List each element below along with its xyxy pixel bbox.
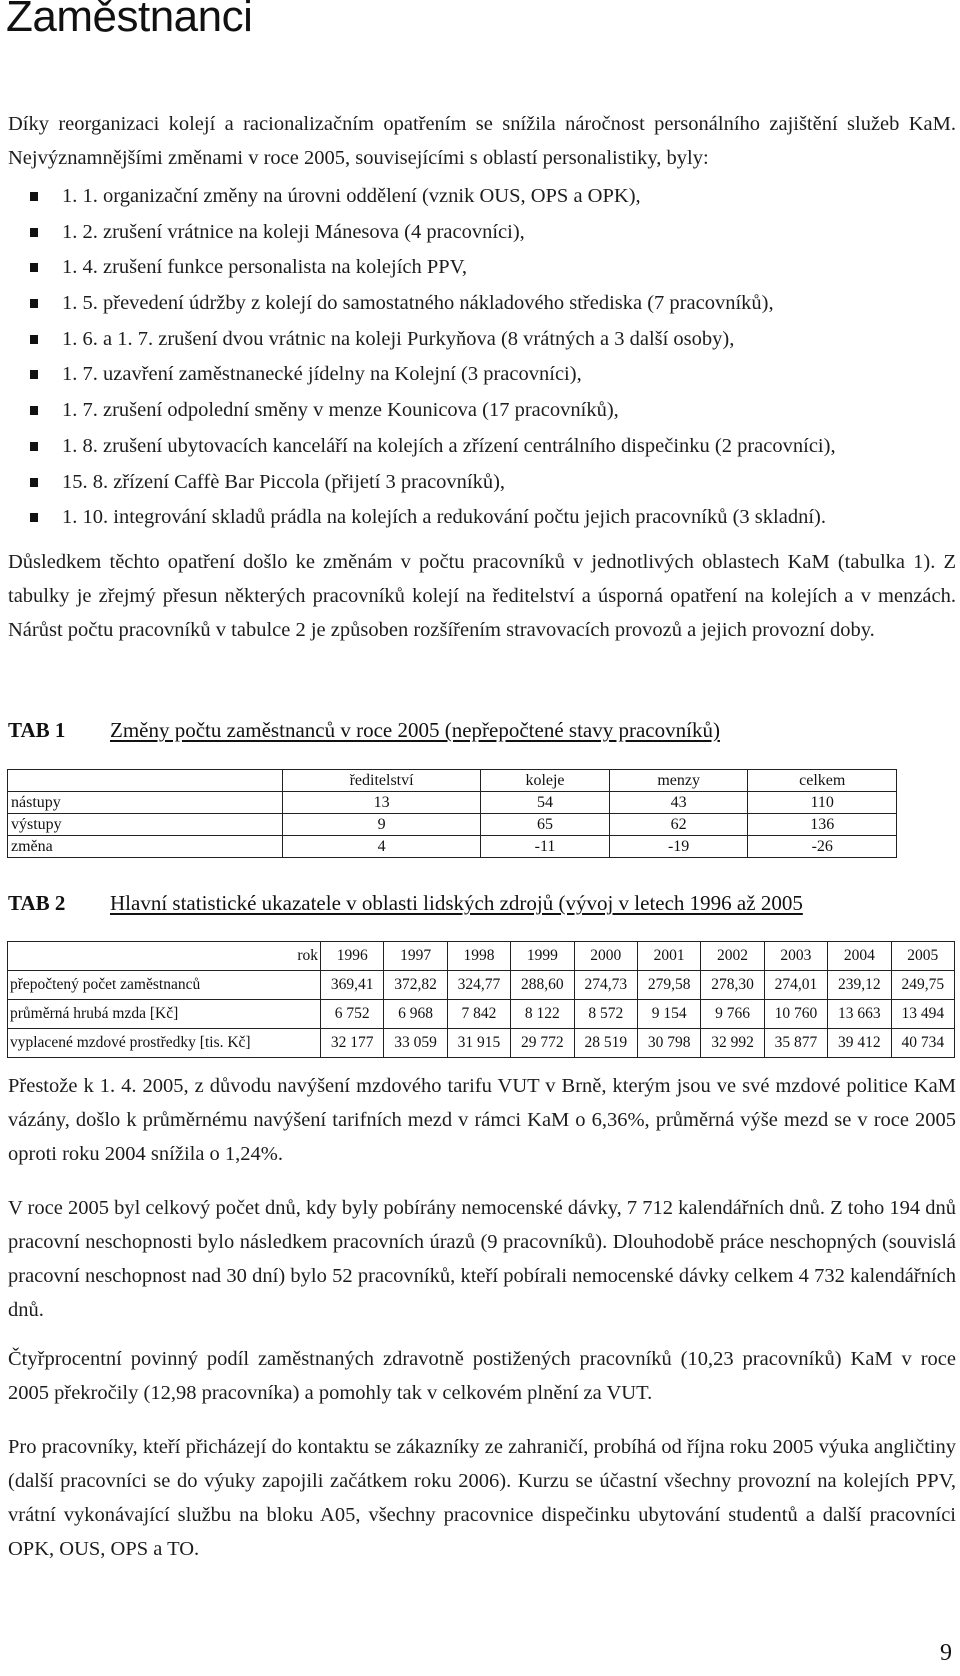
list-item: [0, 179, 836, 215]
table-cell: -26: [748, 836, 897, 858]
table-cell: 6 752: [321, 1000, 384, 1029]
list-item-text: 1. 7. zrušení odpolední směny v menze Kounicova (17 pracovníků),: [62, 399, 619, 422]
row-header: nástupy: [8, 792, 283, 814]
table-cell: 39 412: [828, 1029, 891, 1058]
disabled-employees-paragraph: Čtyřprocentní povinný podíl zaměstnaných zdravotně postižených pracovníků (10,23 pracovníků) KaM v roce 2005 překročily (12,98 pracovníka) a pomohly tak v celkovém plnění za VUT.: [8, 1348, 956, 1404]
table-row: [8, 1029, 955, 1058]
list-item: [0, 215, 836, 251]
column-header: 2001: [637, 942, 700, 971]
changes-list: [0, 179, 836, 536]
table-row: [8, 792, 897, 814]
consequences-paragraph: Důsledkem těchto opatření došlo ke změnám v počtu pracovníků v jednotlivých oblastech KaM (tabulka 1). Z tabulky je zřejmý přesun některých pracovníků kolejí na ředitelství a úsporná opatření na kolejích a v menzách. Nárůst počtu pracovníků v tabulce 2 je způsoben rozšířením stravovacích provozů a jejich provozní doby.: [8, 551, 956, 641]
square-bullet-icon: [30, 370, 38, 379]
intro-paragraph: Díky reorganizaci kolejí a racionalizačním opatřením se snížila náročnost personálního zajištění služeb KaM. Nejvýznamnějšími změnami v roce 2005, souvisejícími s oblastí personalistiky, byly:: [8, 113, 956, 169]
list-item-text: 1. 8. zrušení ubytovacích kanceláří na kolejích a zřízení centrálního dispečinku (2 pracovníci),: [62, 434, 836, 457]
table-row: [8, 814, 897, 836]
table-2: [7, 941, 955, 1058]
table-cell: -11: [481, 836, 610, 858]
table-cell: 33 059: [384, 1029, 447, 1058]
column-header: koleje: [481, 770, 610, 792]
list-item-text: 1. 4. zrušení funkce personalista na kolejích PPV,: [62, 256, 467, 279]
table-cell: 54: [481, 792, 610, 814]
list-item-text: 15. 8. zřízení Caffè Bar Piccola (přijetí 3 pracovníků),: [62, 470, 506, 493]
list-item: [0, 286, 836, 322]
table-cell: 274,73: [574, 971, 637, 1000]
table-header-row: [8, 770, 897, 792]
column-header: ředitelství: [283, 770, 481, 792]
table-cell: 239,12: [828, 971, 891, 1000]
column-header: 1999: [511, 942, 574, 971]
row-header: rok: [8, 942, 321, 971]
column-header: 2002: [701, 942, 764, 971]
table-corner-cell: [8, 770, 283, 792]
table-1-label: TAB 1: [8, 718, 66, 742]
table-cell: 110: [748, 792, 897, 814]
table-cell: 40 734: [891, 1029, 954, 1058]
square-bullet-icon: [30, 513, 38, 522]
table-cell: 372,82: [384, 971, 447, 1000]
table-cell: 29 772: [511, 1029, 574, 1058]
table-cell: 28 519: [574, 1029, 637, 1058]
list-item: [0, 250, 836, 286]
square-bullet-icon: [30, 442, 38, 451]
english-course-paragraph: Pro pracovníky, kteří přicházejí do kontaktu se zákazníky ze zahraničí, probíhá od října roku 2005 výuka angličtiny (další pracovníci se do výuky zapojili začátkem roku 2006). Kurzu se účastní všechny provozní na kolejích PPV, vrátní vykonávající službu na bloku A05, všechny pracovnice dispečinku ubytování studentů a další pracovníci OPK, OUS, OPS a TO.: [8, 1436, 956, 1560]
table-cell: 62: [609, 814, 748, 836]
table-cell: 30 798: [637, 1029, 700, 1058]
row-header: vyplacené mzdové prostředky [tis. Kč]: [8, 1029, 321, 1058]
table-cell: 65: [481, 814, 610, 836]
table-cell: 7 842: [447, 1000, 510, 1029]
page-title: Zaměstnanci: [6, 0, 253, 41]
table-1: [7, 769, 897, 858]
table-cell: 9 154: [637, 1000, 700, 1029]
list-item: [0, 500, 836, 536]
table-2-title: Hlavní statistické ukazatele v oblasti lidských zdrojů (vývoj v letech 1996 až 2005: [110, 891, 803, 915]
table-row: [8, 971, 955, 1000]
list-item: [0, 429, 836, 465]
table-cell: 32 177: [321, 1029, 384, 1058]
table-cell: 6 968: [384, 1000, 447, 1029]
table-1-title: Změny počtu zaměstnanců v roce 2005 (nepřepočtené stavy pracovníků): [110, 718, 720, 742]
list-item: [0, 357, 836, 393]
table-cell: 288,60: [511, 971, 574, 1000]
column-header: 2004: [828, 942, 891, 971]
square-bullet-icon: [30, 228, 38, 237]
sickness-paragraph: V roce 2005 byl celkový počet dnů, kdy byly pobírány nemocenské dávky, 7 712 kalendářních dnů. Z toho 194 dnů pracovní neschopnosti bylo následkem pracovních úrazů (9 pracovníků). Dlouhodobě práce neschopných (souvislá pracovní neschopnost nad 30 dní) bylo 52 pracovníků, kteří pobírali nemocenské dávky celkem 4 732 kalendářních dnů.: [8, 1197, 956, 1321]
table-cell: 8 122: [511, 1000, 574, 1029]
table-cell: 13: [283, 792, 481, 814]
list-item-text: 1. 6. a 1. 7. zrušení dvou vrátnic na koleji Purkyňova (8 vrátných a 3 další osoby),: [62, 327, 735, 350]
table-cell: 13 663: [828, 1000, 891, 1029]
column-header: 2005: [891, 942, 954, 971]
list-item: [0, 393, 836, 429]
list-item-text: 1. 5. převedení údržby z kolejí do samostatného nákladového střediska (7 pracovníků),: [62, 292, 774, 315]
table-cell: 136: [748, 814, 897, 836]
table-cell: 278,30: [701, 971, 764, 1000]
square-bullet-icon: [30, 406, 38, 415]
row-header: výstupy: [8, 814, 283, 836]
list-item: [0, 322, 836, 358]
square-bullet-icon: [30, 299, 38, 308]
square-bullet-icon: [30, 263, 38, 272]
square-bullet-icon: [30, 335, 38, 344]
table-cell: 324,77: [447, 971, 510, 1000]
table-cell: 9 766: [701, 1000, 764, 1029]
list-item-text: 1. 2. zrušení vrátnice na koleji Mánesova (4 pracovníci),: [62, 220, 525, 243]
table-cell: 31 915: [447, 1029, 510, 1058]
list-item-text: 1. 10. integrování skladů prádla na kolejích a redukování počtu jejich pracovníků (3 skladní).: [62, 506, 826, 529]
page-number: 9: [940, 1640, 952, 1666]
column-header: celkem: [748, 770, 897, 792]
table-2-label: TAB 2: [8, 891, 66, 915]
table-cell: 4: [283, 836, 481, 858]
list-item-text: 1. 7. uzavření zaměstnanecké jídelny na Kolejní (3 pracovníci),: [62, 363, 582, 386]
column-header: 2003: [764, 942, 827, 971]
column-header: 1997: [384, 942, 447, 971]
square-bullet-icon: [30, 478, 38, 487]
table-cell: 274,01: [764, 971, 827, 1000]
table-cell: 8 572: [574, 1000, 637, 1029]
column-header: 2000: [574, 942, 637, 971]
list-item-text: 1. 1. organizační změny na úrovni oddělení (vznik OUS, OPS a OPK),: [62, 185, 641, 207]
table-row: [8, 836, 897, 858]
column-header: 1998: [447, 942, 510, 971]
table-cell: 43: [609, 792, 748, 814]
table-cell: 32 992: [701, 1029, 764, 1058]
row-header: změna: [8, 836, 283, 858]
column-header: menzy: [609, 770, 748, 792]
list-item: [0, 465, 836, 501]
table-row: [8, 1000, 955, 1029]
table-cell: 13 494: [891, 1000, 954, 1029]
table-header-row: [8, 942, 955, 971]
table-cell: 279,58: [637, 971, 700, 1000]
wages-paragraph: Přestože k 1. 4. 2005, z důvodu navýšení mzdového tarifu VUT v Brně, kterým jsou ve své mzdové politice KaM vázány, došlo k průměrnému navýšení tarifních mezd v rámci KaM o 6,36%, průměrná výše mezd se v roce 2005 oproti roku 2004 snížila o 1,24%.: [8, 1075, 956, 1165]
table-cell: 35 877: [764, 1029, 827, 1058]
column-header: 1996: [321, 942, 384, 971]
table-cell: 249,75: [891, 971, 954, 1000]
table-cell: 10 760: [764, 1000, 827, 1029]
table-cell: -19: [609, 836, 748, 858]
square-bullet-icon: [30, 192, 38, 201]
table-cell: 9: [283, 814, 481, 836]
row-header: přepočtený počet zaměstnanců: [8, 971, 321, 1000]
row-header: průměrná hrubá mzda [Kč]: [8, 1000, 321, 1029]
table-cell: 369,41: [321, 971, 384, 1000]
